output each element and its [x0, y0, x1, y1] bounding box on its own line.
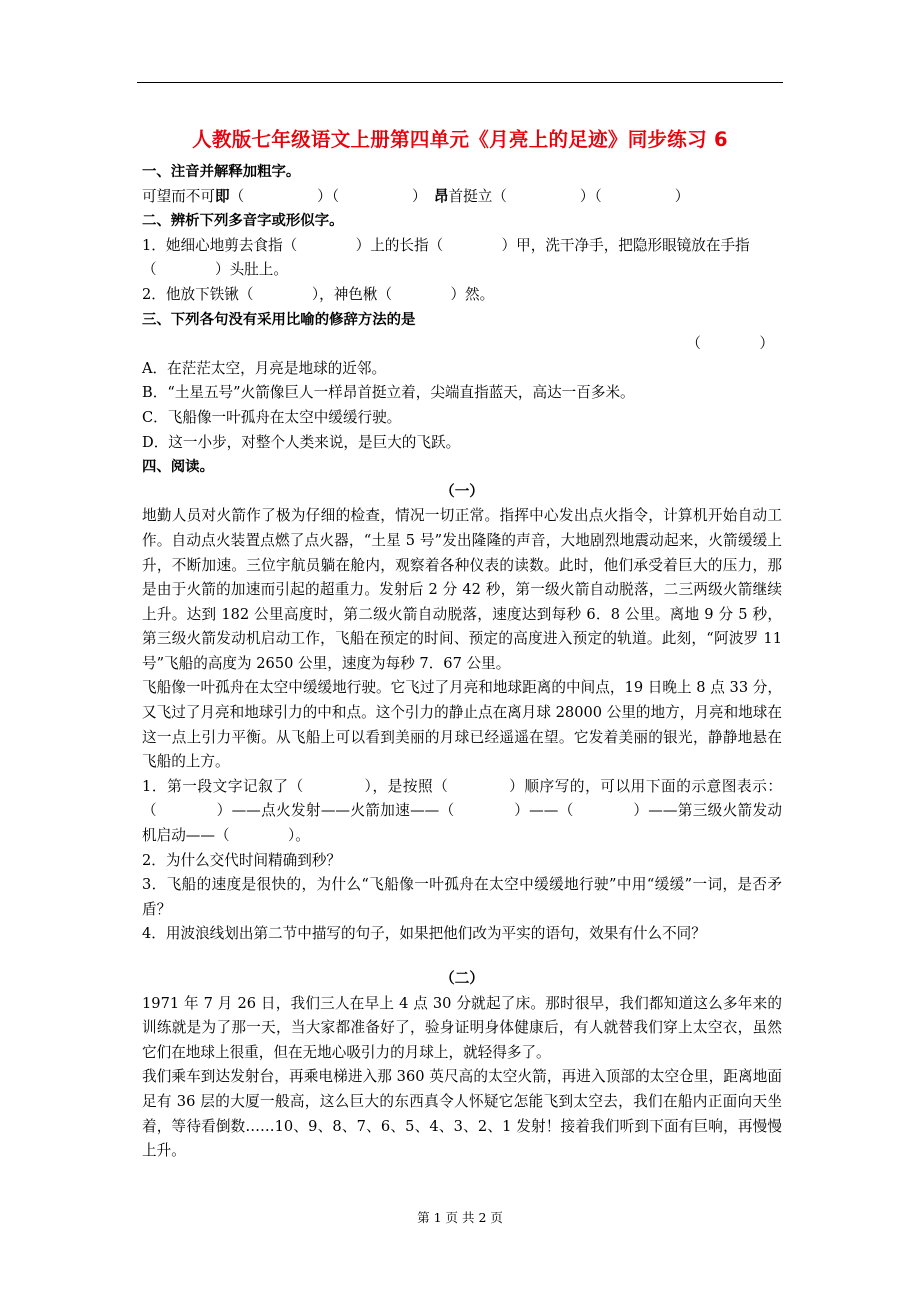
- reading-2-paragraph-2: 我们乘车到达发射台，再乘电梯进入那 360 英尺高的太空火箭，再进入顶部的太空仓里，距离地面足有 36 层的大厦一般高，这么巨大的东西真令人怀疑它怎能飞到太空去，我们在船内正面向天坐着，等待看倒数……10、9、8、7、6、5、4、3、2、1 发射！接着我们听到下面有巨响，再慢慢上升。: [142, 1068, 782, 1160]
- text-segment: 可望而不可: [142, 187, 215, 205]
- section-2-line-3: 2．他放下铁锹（ ），神色楸（ ）然。: [142, 285, 495, 303]
- answer-blank[interactable]: 首挺立（ ）（ ）: [448, 187, 690, 205]
- bold-char: 即: [214, 187, 230, 205]
- section-4-heading: 四、阅读。: [142, 459, 214, 476]
- reading-2-paragraph-1: 1971 年 7 月 26 日，我们三人在早上 4 点 30 分就起了床。那时很早，我们都知道这么多年来的训练就是为了那一天，当大家都准备好了，验身证明身体健康后，有人就替我们穿上太空衣，虽然它们在地球上很重，但在无地心吸引力的月球上，就轻得多了。: [142, 994, 782, 1061]
- reading-1-paragraph-2: 飞船像一叶孤舟在太空中缓缓地行驶。它飞过了月亮和地球距离的中间点，19 日晚上 8 点 33 分，又飞过了月亮和地球引力的中和点。这个引力的静止点在离月球 28000 公里的地方，月亮和地球在这一点上引力平衡。从飞船上可以看到美丽的月球已经遥遥在望。它发着美丽的银光，静静地悬在飞船的上方。: [142, 679, 782, 771]
- reading-1-paragraph-1: 地勤人员对火箭作了极为仔细的检查，情况一切正常。指挥中心发出点火指令，计算机开始自动工作。自动点火装置点燃了点火器，“土星 5 号”发出隆隆的声音，大地剧烈地震动起来，火箭缓缓上升，不断加速。三位宇航员躺在舱内，观察着各种仪表的读数。此时，他们承受着巨大的压力，那是由于火箭的加速而引起的超重力。发射后 2 分 42 秒，第一级火箭自动脱落，二三两级火箭继续上升。达到 182 公里高度时，第二级火箭自动脱落，速度达到每秒 6．8 公里。离地 9 分 5 秒，第三级火箭发动机启动工作，飞船在预定的时间、预定的高度进入预定的轨道。此刻，“阿波罗 11 号”飞船的高度为 2650 公里，速度为每秒 7．67 公里。: [142, 507, 782, 672]
- option-c: C．飞船像一叶孤舟在太空中缓缓行驶。: [142, 408, 402, 426]
- section-1-heading: 一、注音并解释加粗字。: [142, 164, 301, 180]
- page-footer: 第 1 页 共 2 页: [417, 1210, 503, 1225]
- question-1: 1．第一段文字记叙了（ ），是按照（ ）顺序写的，可以用下面的示意图表示：（ ）——点火发射——火箭加速——（ ）——（ ）——第三级火箭发动机启动——（ ）。: [142, 777, 782, 845]
- question-4: 4．用波浪线划出第二节中描写的句子，如果把他们改为平实的语句，效果有什么不同？: [142, 925, 706, 943]
- answer-blank[interactable]: （ ）（ ）: [229, 187, 434, 205]
- document-title: 人教版七年级语文上册第四单元《月亮上的足迹》同步练习 6: [192, 128, 728, 151]
- question-2: 2．为什么交代时间精确到秒？: [142, 851, 342, 869]
- answer-blank[interactable]: （ ）: [686, 335, 774, 353]
- document-body: [142, 160, 782, 1164]
- header-rule: [137, 82, 783, 83]
- option-d: D．这一小步，对整个人类来说，是巨大的飞跃。: [142, 433, 461, 451]
- bold-char: 昂: [433, 187, 449, 205]
- section-1-line: [142, 185, 782, 210]
- section-3-heading: 三、下列各句没有采用比喻的修辞方法的是: [142, 311, 416, 328]
- spacer: [142, 947, 782, 967]
- reading-1-title: （一）: [440, 482, 484, 500]
- option-a: A．在茫茫太空，月亮是地球的近邻。: [142, 359, 387, 377]
- section-2-line-1: 1．她细心地剪去食指（ ）上的长指（ ）甲，洗干净手，把隐形眼镜放在手指: [142, 236, 750, 254]
- section-2-heading: 二、辨析下列多音字或形似字。: [142, 213, 344, 230]
- question-3: 3．飞船的速度是很快的，为什么“飞船像一叶孤舟在太空中缓缓地行驶”中用“缓缓”一词，是否矛盾？: [142, 876, 782, 918]
- reading-2-title: （二）: [440, 970, 484, 987]
- option-b: B．“土星五号”火箭像巨人一样昂首挺立着，尖端直指蓝天，高达一百多米。: [142, 384, 635, 402]
- section-2-line-2: （ ）头肚上。: [142, 261, 288, 279]
